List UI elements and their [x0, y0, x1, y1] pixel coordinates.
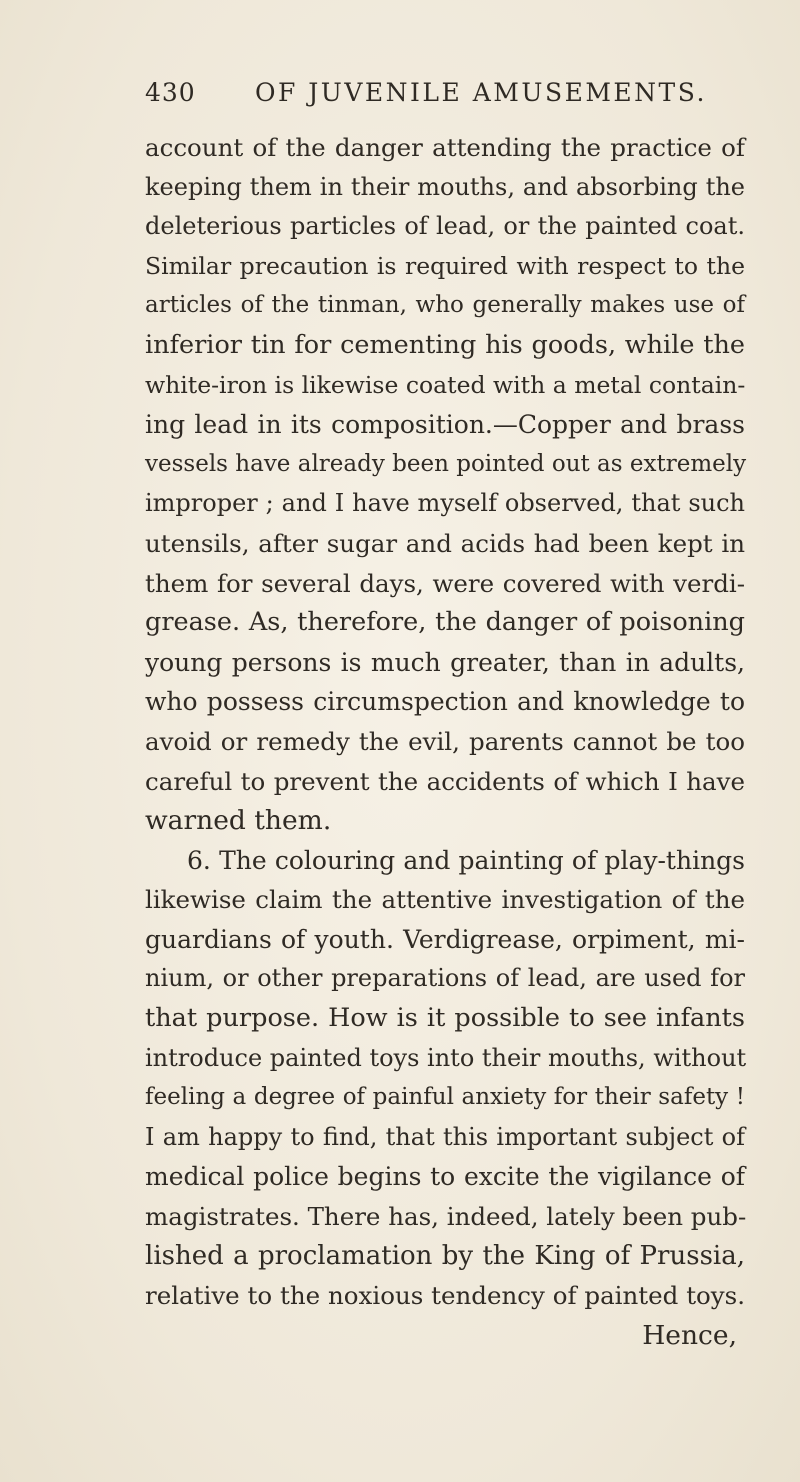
text-line: that purpose. How is it possible to see infants: [145, 1003, 745, 1034]
text-line: deleterious particles of lead, or the painted coat.: [145, 212, 745, 241]
text-line: who possess circumspection and knowledge to: [145, 687, 745, 717]
text-line: guardians of youth. Verdigrease, orpiment, mi-: [145, 924, 745, 954]
text-line: Similar precaution is required with respect to the: [145, 251, 745, 280]
text-line: grease. As, therefore, the danger of poisoning: [145, 607, 745, 638]
text-line: lished a proclamation by the King of Prussia,: [145, 1240, 745, 1271]
text-line: I am happy to find, that this important subject of: [145, 1122, 745, 1151]
text-line: relative to the noxious tendency of painted toys.: [145, 1281, 745, 1311]
text-line: likewise claim the attentive investigation of the: [145, 885, 745, 915]
text-line: utensils, after sugar and acids had been kept in: [145, 528, 745, 558]
page-number: 430: [145, 78, 196, 107]
text-line: inferior tin for cementing his goods, while the: [145, 329, 745, 360]
body-text: [145, 128, 745, 1355]
catchword: Hence,: [642, 1319, 737, 1351]
text-line: young persons is much greater, than in adults,: [145, 647, 745, 677]
text-line: feeling a degree of painful anxiety for their safety !: [145, 1084, 745, 1111]
text-line: keeping them in their mouths, and absorbing the: [145, 172, 745, 201]
text-line: nium, or other preparations of lead, are used for: [145, 964, 745, 993]
text-line: vessels have already been pointed out as extremely: [145, 450, 747, 477]
text-line: warned them.: [145, 805, 332, 837]
text-line-paragraph-start: 6. The colouring and painting of play-things: [187, 845, 745, 875]
text-line: account of the danger attending the practice of: [145, 133, 745, 162]
text-line: ing lead in its composition.—Copper and brass: [145, 410, 745, 440]
page-header: [145, 78, 745, 118]
running-head: OF JUVENILE AMUSEMENTS.: [255, 78, 707, 107]
text-line: magistrates. There has, indeed, lately been pub-: [145, 1202, 747, 1232]
text-line: introduce painted toys into their mouths, without: [145, 1043, 747, 1072]
text-line: articles of the tinman, who generally makes use of: [145, 292, 745, 319]
text-line: careful to prevent the accidents of which I have: [145, 766, 745, 796]
text-line: improper ; and I have myself observed, that such: [145, 489, 745, 518]
text-line: white-iron is likewise coated with a metal contain-: [145, 370, 746, 399]
text-line: avoid or remedy the evil, parents cannot be too: [145, 726, 745, 756]
text-line: them for several days, were covered with verdi-: [145, 568, 745, 598]
text-line: medical police begins to excite the vigilance of: [145, 1162, 745, 1192]
